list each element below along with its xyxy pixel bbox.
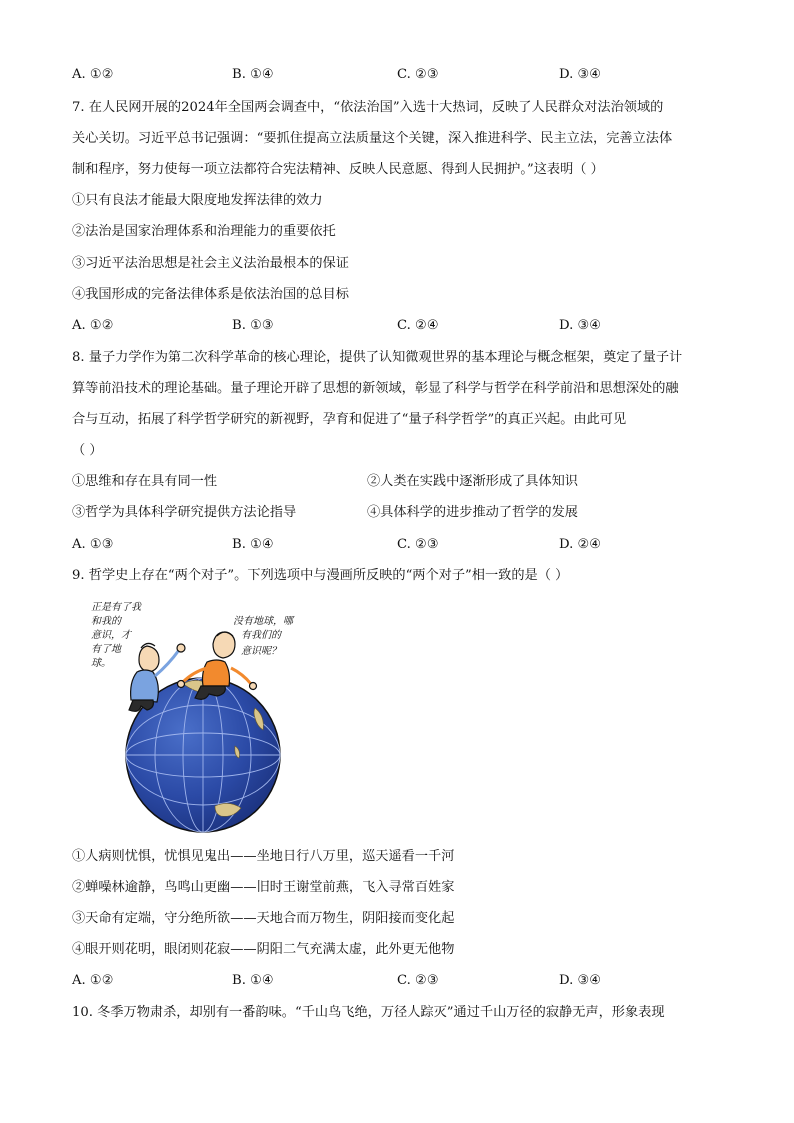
q8-statement-1: ①思维和存在具有同一性 bbox=[72, 474, 218, 489]
q9-statement-3: ③天命有定端，守分绝所欲——天地合而万物生，阴阳接而变化起 bbox=[72, 911, 455, 926]
q8-option-d: D. ②④ bbox=[559, 537, 602, 552]
q7-statement-1: ①只有良法才能最大限度地发挥法律的效力 bbox=[72, 193, 323, 208]
q6-option-c: C. ②③ bbox=[397, 67, 439, 82]
q8-statement-3: ③哲学为具体科学研究提供方法论指导 bbox=[72, 505, 297, 520]
q7-stem-line-3: 制和程序，努力使每一项立法都符合宪法精神、反映人民意愿、得到人民拥护。”这表明（ ） bbox=[72, 162, 604, 177]
q8-stem-line-1: 8. 量子力学作为第二次科学革命的核心理论，提供了认知微观世界的基本理论与概念框架，奠定了量子计 bbox=[72, 350, 683, 365]
q9-cartoon bbox=[85, 596, 300, 834]
q9-options bbox=[72, 971, 732, 991]
right-bubble-line-1: 没有地球，哪 bbox=[233, 616, 293, 627]
q7-stem-line-1: 7. 在人民网开展的2024年全国两会调查中，“依法治国”入选十大热词，反映了人民群众对法治领域的 bbox=[72, 100, 664, 115]
q7-option-a: A. ①② bbox=[72, 318, 114, 333]
q9-statement-1: ①人病则忧惧，忧惧见鬼出——坐地日行八万里，巡天遥看一千河 bbox=[72, 849, 455, 864]
q6-option-d: D. ③④ bbox=[559, 67, 602, 82]
q9-option-a: A. ①② bbox=[72, 973, 114, 988]
q8-statement-4: ④具体科学的进步推动了哲学的发展 bbox=[367, 505, 578, 520]
q6-option-b: B. ①④ bbox=[232, 67, 274, 82]
left-bubble-line-4: 有了地 bbox=[91, 644, 121, 655]
left-bubble-line-5: 球。 bbox=[91, 658, 111, 669]
q8-option-c: C. ②③ bbox=[397, 537, 439, 552]
right-speech-bubble bbox=[233, 615, 295, 657]
q6-options bbox=[72, 65, 732, 85]
q7-stem-line-2: 关心关切。习近平总书记强调：“要抓住提高立法质量这个关键，深入推进科学、民主立法，完善立法体 bbox=[72, 131, 673, 146]
q6-option-a: A. ①② bbox=[72, 67, 114, 82]
left-bubble-line-3: 意识，才 bbox=[91, 630, 131, 641]
q9-stem: 9. 哲学史上存在“两个对子”。下列选项中与漫画所反映的“两个对子”相一致的是（ ） bbox=[72, 568, 569, 583]
q7-option-d: D. ③④ bbox=[559, 318, 602, 333]
q9-option-c: C. ②③ bbox=[397, 973, 439, 988]
q8-options bbox=[72, 535, 732, 555]
q9-option-b: B. ①④ bbox=[232, 973, 274, 988]
q8-statement-2: ②人类在实践中逐渐形成了具体知识 bbox=[367, 474, 578, 489]
q9-option-d: D. ③④ bbox=[559, 973, 602, 988]
q8-option-b: B. ①④ bbox=[232, 537, 274, 552]
q7-statement-4: ④我国形成的完备法律体系是依法治国的总目标 bbox=[72, 287, 349, 302]
q7-statement-2: ②法治是国家治理体系和治理能力的重要依托 bbox=[72, 224, 336, 239]
q7-statement-3: ③习近平法治思想是社会主义法治最根本的保证 bbox=[72, 256, 349, 271]
q8-stem-line-3: 合与互动，拓展了科学哲学研究的新视野，孕育和促进了“量子科学哲学”的真正兴起。由此可见 bbox=[72, 412, 627, 427]
q8-option-a: A. ①③ bbox=[72, 537, 114, 552]
q9-statement-4: ④眼开则花明，眼闭则花寂——阴阳二气充满太虚，此外更无他物 bbox=[72, 942, 455, 957]
left-bubble-line-2: 和我的 bbox=[91, 616, 121, 627]
q10-stem-line-1: 10. 冬季万物肃杀，却别有一番韵味。“千山鸟飞绝，万径人踪灭”通过千山万径的寂静无声，形象表现 bbox=[72, 1005, 665, 1020]
q7-options bbox=[72, 316, 732, 336]
left-speech-bubble bbox=[91, 601, 143, 669]
right-bubble-line-3: 意识呢？ bbox=[241, 646, 281, 657]
left-bubble-line-1: 正是有了我 bbox=[91, 602, 141, 613]
q8-stem-line-4: （ ） bbox=[72, 443, 103, 458]
q7-option-c: C. ②④ bbox=[397, 318, 439, 333]
q7-option-b: B. ①③ bbox=[232, 318, 274, 333]
q8-stem-line-2: 算等前沿技术的理论基础。量子理论开辟了思想的新领域，彰显了科学与哲学在科学前沿和思想深处的融 bbox=[72, 381, 679, 396]
q9-statement-2: ②蝉噪林逾静，鸟鸣山更幽——旧时王谢堂前燕，飞入寻常百姓家 bbox=[72, 880, 455, 895]
right-bubble-line-2: 有我们的 bbox=[241, 630, 281, 641]
